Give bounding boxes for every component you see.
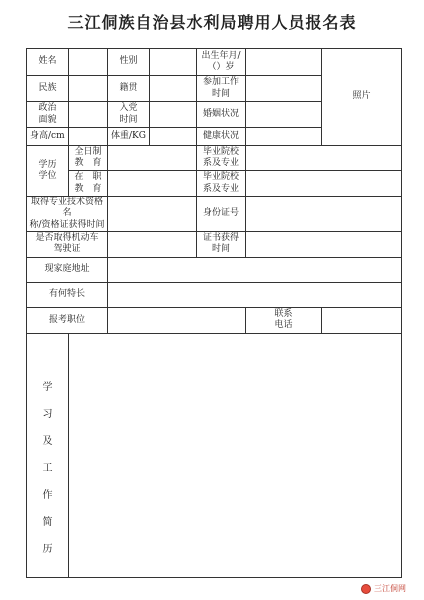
birth-label <box>197 49 246 76</box>
id-number-field[interactable] <box>246 197 402 232</box>
qualification-field[interactable] <box>108 197 197 232</box>
specialty-field[interactable] <box>108 282 402 307</box>
resume-char: 学 <box>42 381 53 393</box>
resume-char: 及 <box>42 435 53 447</box>
footer-brand: 三江侗网 <box>374 584 406 593</box>
health-label: 健康状况 <box>197 128 246 146</box>
political-label <box>27 102 69 128</box>
qualification-line1: 取得专业技术资格名 <box>30 197 103 219</box>
fulltime-school-field[interactable] <box>246 146 402 171</box>
address-field[interactable] <box>108 257 402 282</box>
parttime-label <box>69 171 108 197</box>
work-start-label <box>197 76 246 102</box>
party-line2: 时间 <box>119 114 138 125</box>
footer-watermark <box>361 583 406 594</box>
resume-char: 工 <box>42 462 53 474</box>
qualification-label <box>27 197 108 232</box>
birth-label-line2: （）岁 <box>207 62 235 72</box>
fulltime-line1: 全日制 <box>74 146 102 157</box>
gender-field[interactable] <box>150 49 197 76</box>
parttime-school-field[interactable] <box>246 171 402 197</box>
registration-form-table <box>26 48 402 578</box>
party-line1: 入党 <box>119 103 138 114</box>
party-label <box>108 102 150 128</box>
fulltime-label <box>69 146 108 171</box>
marital-label: 婚姻状况 <box>197 102 246 128</box>
license-field[interactable] <box>108 231 197 257</box>
parttime-school-label <box>197 171 246 197</box>
party-field[interactable] <box>150 102 197 128</box>
name-field[interactable] <box>69 49 108 76</box>
phone-label <box>246 307 322 333</box>
cert-time-label <box>197 231 246 257</box>
resume-char: 简 <box>42 516 53 528</box>
id-number-label: 身份证号 <box>197 197 246 232</box>
resume-char: 习 <box>42 408 53 420</box>
ethnicity-label: 民族 <box>27 76 69 102</box>
origin-label: 籍贯 <box>108 76 150 102</box>
address-label: 现家庭地址 <box>27 257 108 282</box>
parttime-line1: 在 职 <box>74 172 102 183</box>
sanjiang-logo-icon <box>361 584 371 594</box>
political-line1: 政治 <box>38 103 57 114</box>
political-line2: 面貌 <box>38 114 57 125</box>
cert-time-field[interactable] <box>246 231 402 257</box>
resume-char: 历 <box>42 543 53 555</box>
fulltime-school-label <box>197 146 246 171</box>
name-label: 姓名 <box>27 49 69 76</box>
work-start-line1: 参加工作 <box>202 77 239 88</box>
license-label <box>27 231 108 257</box>
education-line2: 学位 <box>38 171 57 181</box>
cert-time-line1: 证书获得 <box>202 233 239 243</box>
specialty-label: 有何特长 <box>27 282 108 307</box>
parttime-field[interactable] <box>108 171 197 197</box>
fulltime-school-line2: 系及专业 <box>202 158 239 168</box>
license-line2: 驾驶证 <box>53 244 81 255</box>
weight-field[interactable] <box>150 128 197 146</box>
resume-field[interactable] <box>69 333 402 577</box>
fulltime-school-line1: 毕业院校 <box>202 146 239 157</box>
work-start-line2: 时间 <box>211 88 230 99</box>
birth-field[interactable] <box>246 49 322 76</box>
photo-cell[interactable]: 照片 <box>322 49 402 146</box>
parttime-school-line1: 毕业院校 <box>202 172 239 183</box>
parttime-line2: 教 育 <box>74 183 102 194</box>
phone-field[interactable] <box>322 307 402 333</box>
height-label: 身高/cm <box>27 128 69 146</box>
position-label: 报考职位 <box>27 307 108 333</box>
position-field[interactable] <box>108 307 246 333</box>
form-title: 三江侗族自治县水利局聘用人员报名表 <box>67 13 357 32</box>
parttime-school-line2: 系及专业 <box>202 183 239 194</box>
gender-label: 性别 <box>108 49 150 76</box>
health-field[interactable] <box>246 128 322 146</box>
license-line1: 是否取得机动车 <box>35 233 99 243</box>
birth-label-line1: 出生年月/ <box>201 50 241 61</box>
weight-label: 体重/KG <box>108 128 150 146</box>
cert-time-line2: 时间 <box>211 244 230 255</box>
origin-field[interactable] <box>150 76 197 102</box>
education-label <box>27 146 69 197</box>
phone-line1: 联系 <box>274 309 293 319</box>
fulltime-line2: 教 育 <box>74 158 102 168</box>
education-line1: 学历 <box>38 159 57 170</box>
political-field[interactable] <box>69 102 108 128</box>
resume-char: 作 <box>42 489 53 501</box>
fulltime-field[interactable] <box>108 146 197 171</box>
qualification-line2: 称/资格证获得时间 <box>29 219 105 230</box>
height-field[interactable] <box>69 128 108 146</box>
work-start-field[interactable] <box>246 76 322 102</box>
ethnicity-field[interactable] <box>69 76 108 102</box>
marital-field[interactable] <box>246 102 322 128</box>
resume-label <box>27 333 69 577</box>
phone-line2: 电话 <box>274 320 293 331</box>
